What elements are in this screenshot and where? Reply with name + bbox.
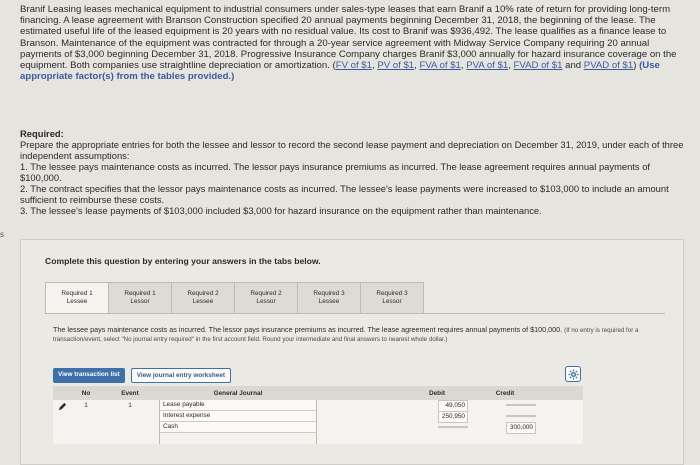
- table-row: [53, 400, 583, 444]
- col-credit: Credit: [495, 389, 515, 397]
- tab-label-line2: Lessee: [66, 298, 88, 305]
- debit-cell[interactable]: [438, 426, 468, 428]
- required-section: [20, 128, 684, 216]
- required-intro: Prepare the appropriate entries for both the lessee and lessor to record the second lease payment and depreciation on December 31, 2019, under each of three independent assumptions:: [20, 139, 684, 161]
- link-pvad[interactable]: PVAD of $1: [583, 60, 634, 72]
- tab-label-line2: Lessor: [256, 298, 276, 305]
- tab-label-line1: Required 1: [124, 290, 156, 297]
- required-heading: Required:: [20, 128, 64, 139]
- journal-table: [53, 386, 583, 444]
- link-pva[interactable]: PVA of $1: [466, 60, 509, 72]
- account-cell[interactable]: Cash: [160, 422, 316, 433]
- tab-label-line2: Lessor: [382, 298, 402, 305]
- tab-label-line1: Required 1: [61, 290, 93, 297]
- required-item-2: 2. The contract specifies that the lessor pays maintenance costs as incurred. The lessee's lease payments were increased to $103,000 to include an amount sufficient to reimburse these costs.: [20, 183, 669, 205]
- tab-label-line1: Required 2: [250, 290, 282, 297]
- and-word: and: [565, 60, 582, 72]
- col-no: No: [81, 389, 91, 397]
- tab-description: [53, 326, 653, 344]
- col-general-journal: General Journal: [213, 389, 263, 397]
- link-fva[interactable]: FVA of $1: [419, 60, 461, 72]
- tab-required-3-lessee[interactable]: [297, 282, 361, 314]
- panel-instruction: Complete this question by entering your answers in the tabs below.: [45, 256, 321, 266]
- tab-label-line1: Required 3: [376, 290, 408, 297]
- journal-table-header: [53, 386, 583, 400]
- credit-column: [471, 400, 539, 444]
- tab-required-2-lessee[interactable]: [171, 282, 235, 314]
- debit-cell[interactable]: 250,950: [438, 411, 468, 423]
- row-event: 1: [128, 402, 132, 409]
- view-transaction-list-button[interactable]: View transaction list: [53, 368, 125, 383]
- gear-icon: [568, 369, 579, 380]
- credit-cell[interactable]: [506, 415, 536, 417]
- pencil-icon: [58, 402, 67, 411]
- factor-note: (Use appropriate factor(s) from the tables provided.): [20, 60, 660, 83]
- tab-required-2-lessor[interactable]: [234, 282, 298, 314]
- tab-required-1-lessee[interactable]: [45, 282, 109, 314]
- tab-bar: [45, 282, 423, 314]
- tab-required-3-lessor[interactable]: [360, 282, 424, 314]
- tab-label-line1: Required 2: [187, 290, 219, 297]
- tab-required-1-lessor[interactable]: [108, 282, 172, 314]
- col-event: Event: [121, 389, 139, 397]
- link-fv[interactable]: FV of $1: [335, 60, 372, 72]
- problem-statement: Branif Leasing leases mechanical equipment to industrial consumers under sales-type leases that earn Branif a 10% rate of return for providing long-term financing. A lease agreement with Branson Construction specified 20 annual payments beginning December 31, 2018, the beginning of the lease. The estimated useful life of the leased equipment is 20 years with no residual value. Its cost to Branif was $936,492. The lease qualifies as a finance lease to Branson. Maintenance of the equipment was contracted for through a 20-year service agreement with Midway Service Company requiring 20 annual payments of $3,000 beginning December 31, 2018. Progressive Insurance Company charges Branif $3,000 annually for hazard insurance coverage on the equipment. Both companies use straightline depreciation or amortization. (FV of $1, PV of $1, FVA of $1, PVA of $1, FVAD of $1 and PVAD of $1) (Use appropriate factor(s) from the tables provided.): [20, 4, 677, 83]
- spacer-column: [317, 400, 403, 444]
- account-column: [159, 400, 317, 444]
- link-pv[interactable]: PV of $1: [377, 60, 415, 72]
- tab-content: [45, 313, 665, 453]
- margin-mark: s: [0, 230, 4, 239]
- tab-label-line2: Lessee: [318, 298, 340, 305]
- link-fvad[interactable]: FVAD of $1: [513, 60, 563, 72]
- account-cell[interactable]: Lease payable: [160, 400, 316, 411]
- account-cell[interactable]: Interest expense: [160, 411, 316, 422]
- tab-desc-text: The lessee pays maintenance costs as incurred. The lessor pays insurance premiums as incurred. The lease agreement requires annual payments of $100,000.: [53, 325, 563, 334]
- debit-cell[interactable]: 49,050: [438, 400, 468, 412]
- row-no: 1: [84, 402, 88, 409]
- tab-label-line2: Lessee: [192, 298, 214, 305]
- tab-label-line1: Required 3: [313, 290, 345, 297]
- tab-desc-instructions: (If no entry is required for a transaction/event, select "No journal entry required" in the first account field. Round your intermediate and final answers to nearest whole dollar.): [53, 327, 639, 344]
- col-debit: Debit: [429, 389, 445, 397]
- edit-pencil-icon[interactable]: [53, 400, 71, 444]
- tab-label-line2: Lessor: [130, 298, 150, 305]
- credit-cell[interactable]: [506, 404, 536, 406]
- settings-gear-icon[interactable]: [565, 366, 581, 382]
- required-item-3: 3. The lessee's lease payments of $103,000 included $3,000 for hazard insurance on the equipment rather than maintenance.: [20, 205, 542, 216]
- debit-column: [403, 400, 471, 444]
- answer-panel: [20, 239, 684, 465]
- view-journal-worksheet-button[interactable]: View journal entry worksheet: [131, 368, 231, 383]
- required-item-1: 1. The lessee pays maintenance costs as incurred. The lessor pays insurance premiums as incurred. The lease agreement requires annual payments of $100,000.: [20, 161, 651, 183]
- credit-cell[interactable]: 300,000: [506, 422, 536, 434]
- button-row: [53, 368, 231, 383]
- problem-text: Branif Leasing leases mechanical equipment to industrial consumers under sales-type leases that earn Branif a 10% rate of return for providing long-term financing. A lease agreement with Branson Construction specified 20 annual payments beginning December 31, 2018, the beginning of the lease. The estimated useful life of the leased equipment is 20 years with no residual value. Its cost to Branif was $936,492. The lease qualifies as a finance lease to Branson. Maintenance of the equipment was contracted for through a 20-year service agreement with Midway Service Company requiring 20 annual payments of $3,000 beginning December 31, 2018. Progressive Insurance Company charges Branif $3,000 annually for hazard insurance coverage on the equipment. Both companies use straightline depreciation or amortization. (: [20, 4, 677, 72]
